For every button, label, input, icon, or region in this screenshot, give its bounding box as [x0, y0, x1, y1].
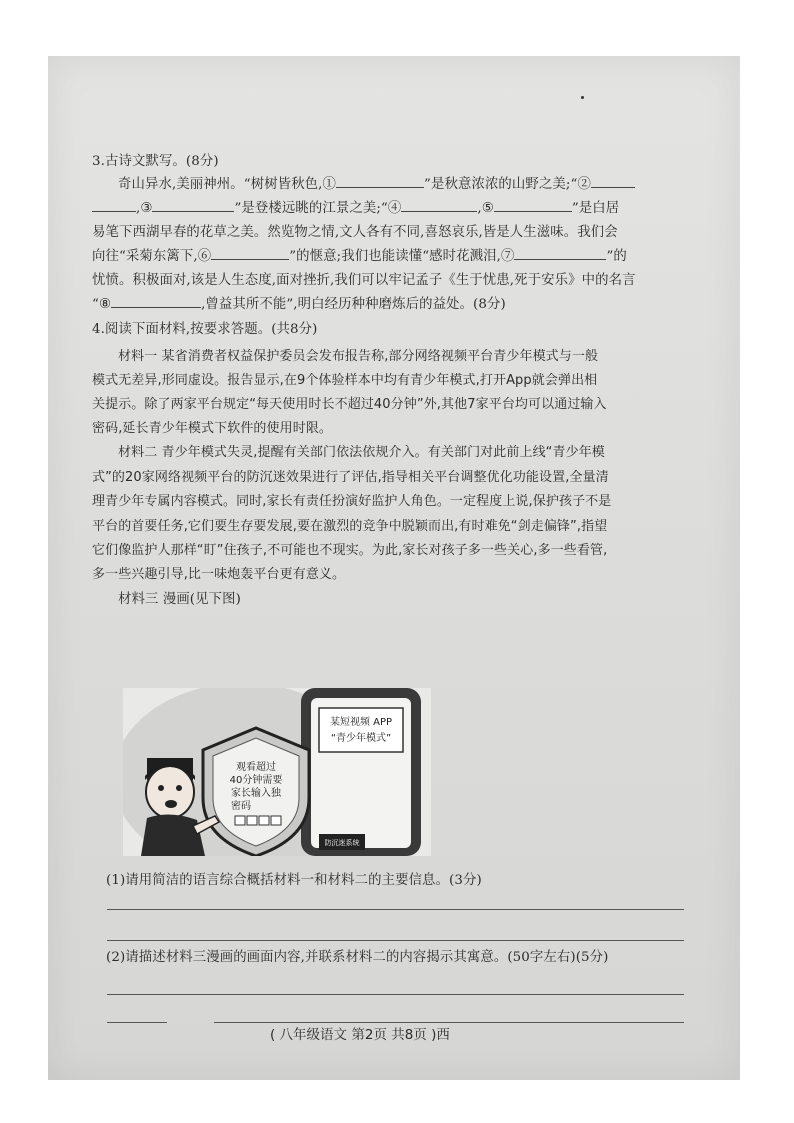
blank-8[interactable] [111, 293, 201, 308]
q3-line-5: 忧愤。积极面对,该是人生态度,面对挫折,我们可以牢记孟子《生于忧患,死于安乐》中的名言 [92, 273, 636, 288]
material-3-label: 材料三 漫画(见下图) [118, 592, 241, 607]
sub-question-2: (2)请描述材料三漫画的画面内容,并联系材料二的内容揭示其寓意。(50字左右)(5分) [106, 950, 609, 965]
phone-caption-line1: 某短视频 APP [329, 717, 393, 728]
shield-text: 40分钟需要 [229, 775, 283, 786]
sign-label: 防沉迷系统 [324, 839, 360, 847]
material-1-line: 材料一 某省消费者权益保护委员会发布报告称,部分网络视频平台青少年模式与一般 [118, 349, 599, 364]
q4-heading: 4.阅读下面材料,按要求答题。(共8分) [92, 322, 318, 337]
phone-drawing [301, 688, 421, 856]
material-1-line: 密码,延长青少年模式下软件的使用时限。 [92, 421, 333, 436]
q3-line-4: 向往“采菊东篱下,⑥ ”的惬意;我们也能读懂“感时花溅泪,⑦ ”的 [92, 245, 627, 269]
q3-heading: 3.古诗文默写。(8分) [92, 154, 219, 169]
q3-line-2: ,③ ”是登楼远眺的江景之美;“④ ,⑤ ”是白居 [92, 197, 619, 221]
page-footer: ( 八年级语文 第2页 共8页 )西 [270, 1027, 450, 1043]
material-2-line: 式”的20家网络视频平台的防沉迷效果进行了评估,指导相关平台调整优化功能设置,全量清 [92, 470, 609, 485]
material-2-line: 材料二 青少年模式失灵,提醒有关部门依法依规介入。有关部门对此前上线“青少年模 [118, 445, 605, 460]
blank-3[interactable] [152, 197, 234, 212]
shield-text: 观看超过 [236, 762, 276, 773]
material-2-line: 它们像监护人那样“盯”住孩子,不可能也不现实。为此,家长对孩子多一些关心,多一些看管, [92, 543, 608, 558]
blank-4[interactable] [401, 197, 477, 212]
answer-line-1b[interactable] [107, 940, 684, 941]
scan-speck [581, 96, 584, 99]
material-2-line: 多一些兴趣引导,比一味炮轰平台更有意义。 [92, 567, 346, 582]
answer-line-1a[interactable] [107, 909, 684, 910]
blank-6[interactable] [211, 245, 289, 260]
blank-2[interactable] [591, 173, 635, 188]
q3-line-6: “⑧ ,曾益其所不能”,明白经历种种磨炼后的益处。(8分) [92, 293, 506, 317]
answer-line-2a[interactable] [107, 994, 684, 995]
q3-line-3: 易笔下西湖早春的花草之美。然览物之情,文人各有不同,喜怒哀乐,皆是人生滋味。我们会 [92, 225, 618, 240]
material-2-line: 平台的首要任务,它们要生存要发展,要在激烈的竞争中脱颖而出,有时难免“剑走偏锋”,指望 [92, 519, 608, 534]
phone-caption-line2: “青少年模式” [330, 733, 392, 744]
shield-text: 家长输入独 [231, 788, 281, 799]
material-1-line: 关提示。除了两家平台规定“每天使用时长不超过40分钟”外,其他7家平台均可以通过输入 [92, 397, 607, 412]
shield-text: 密码 [231, 801, 251, 812]
blank-7[interactable] [514, 245, 606, 260]
material-1-line: 模式无差异,形同虚设。报告显示,在9个体验样本中均有青少年模式,打开App就会弹出相 [92, 373, 598, 388]
material-2-line: 理青少年专属内容模式。同时,家长有责任扮演好监护人角色。一定程度上说,保护孩子不是 [92, 494, 612, 509]
blank-1[interactable] [336, 173, 424, 188]
q3-line-1: 奇山异水,美丽神州。“树树皆秋色,① ”是秋意浓浓的山野之美;“② [118, 173, 635, 197]
blank-5[interactable] [494, 197, 572, 212]
answer-line-2b-left[interactable] [107, 1022, 167, 1023]
comic-illustration [123, 688, 431, 856]
sub-question-1: (1)请用简洁的语言综合概括材料一和材料二的主要信息。(3分) [106, 873, 482, 888]
blank-2-cont[interactable] [92, 197, 136, 212]
